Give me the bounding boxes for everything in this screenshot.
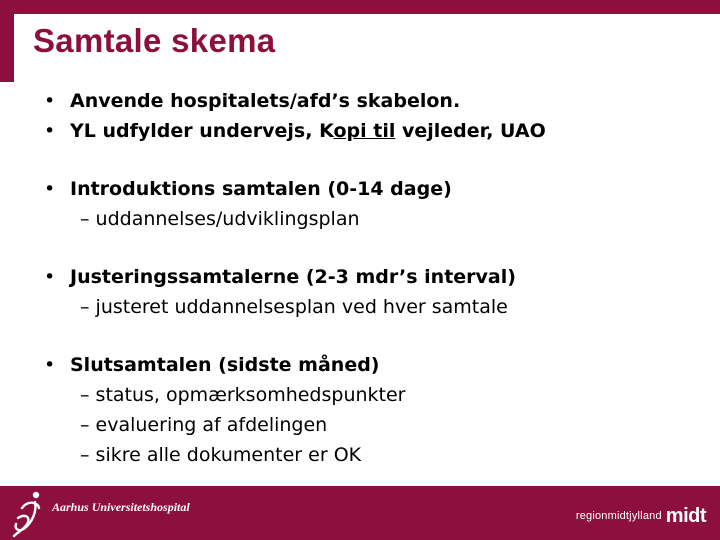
sub-item: – sikre alle dokumenter er OK [80,444,362,466]
region-name: regionmidtjylland [575,510,662,522]
bullet-text-underlined: opi til [333,120,396,142]
bullet-dot: • [44,354,56,376]
bullet-text-end: vejleder, UAO [395,120,546,142]
spacer [44,234,704,262]
slide-content [44,86,704,470]
section-heading-text: Slutsamtalen (sidste måned) [70,354,380,376]
section-heading [44,174,704,204]
footer-bar [0,486,720,540]
top-accent-bar [0,0,720,14]
bullet-dot: • [44,90,56,112]
left-accent-bar [0,0,14,82]
section-heading [44,350,704,380]
region-logo [576,504,706,528]
region-mark: midt [665,505,706,527]
slide-title: Samtale skema [33,22,276,59]
section-heading-text: Introduktions samtalen (0-14 dage) [70,178,452,200]
spacer [44,146,704,174]
section-heading [44,262,704,292]
sub-item: – evaluering af afdelingen [80,414,328,436]
spacer [44,322,704,350]
hospital-name: Aarhus Universitetshospital [52,500,190,514]
bullet-text: Anvende hospitalets/afd’s skabelon. [70,90,461,112]
sub-item: – uddannelses/udviklingsplan [80,208,360,230]
section-heading-text: Justeringssamtalerne (2-3 mdr’s interval) [70,266,516,288]
bullet-dot: • [44,178,56,200]
sub-item: – status, opmærksomhedspunkter [80,384,406,406]
bullet-text-start: YL udfylder undervejs, K [70,120,334,142]
bullet-dot: • [44,120,56,142]
bullet-dot: • [44,266,56,288]
bullet-item [44,86,704,116]
sub-item: – justeret uddannelsesplan ved hver samtale [80,296,508,318]
bullet-item [44,116,704,146]
hospital-logo-icon [8,488,52,538]
